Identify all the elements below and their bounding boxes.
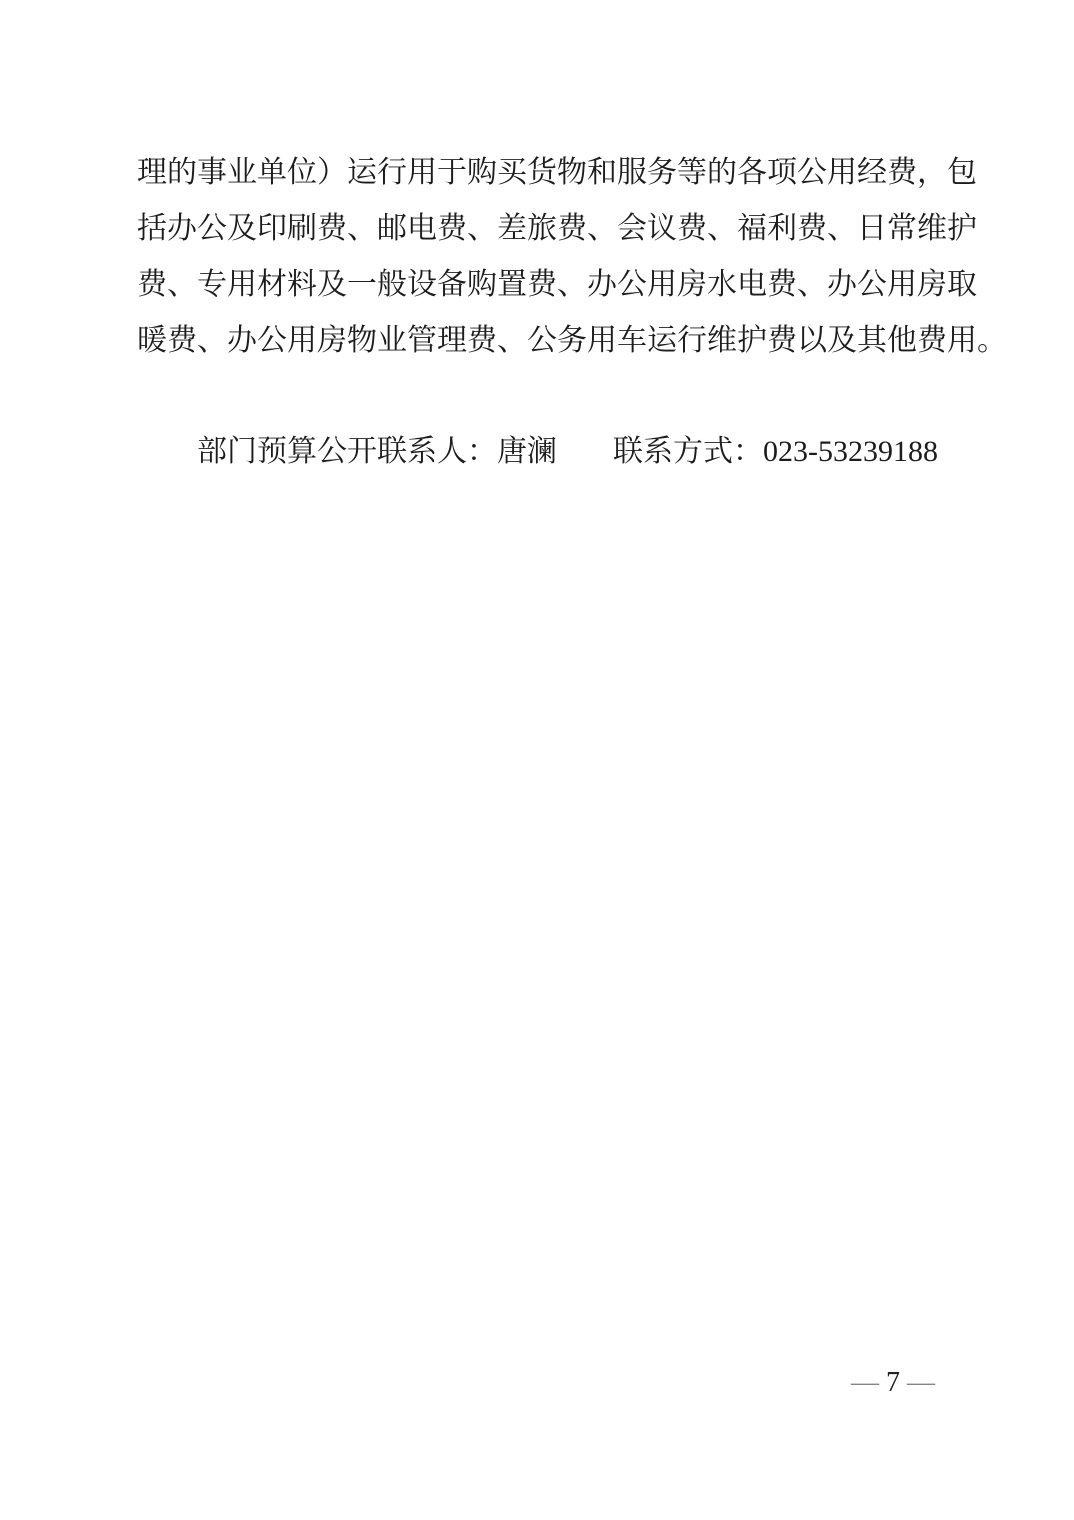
body-text-line-1: 理的事业单位）运行用于购买货物和服务等的各项公用经费，包 xyxy=(137,156,977,189)
body-text-block xyxy=(137,145,1007,480)
body-text-line-3: 费、专用材料及一般设备购置费、办公用房水电费、办公用房取 xyxy=(137,268,977,301)
contact-phone-label: 联系方式：023-53239188 xyxy=(613,435,938,468)
contact-person-label: 部门预算公开联系人：唐澜 xyxy=(197,435,557,468)
contact-row xyxy=(137,424,938,480)
footer-dash-right: — xyxy=(907,1367,935,1398)
body-text-line-2: 括办公及印刷费、邮电费、差旅费、会议费、福利费、日常维护 xyxy=(137,212,977,245)
body-text-line-4: 暖费、办公用房物业管理费、公务用车运行维护费以及其他费用。 xyxy=(137,324,1007,357)
page-number: 7 xyxy=(886,1367,900,1398)
page-footer xyxy=(851,1363,935,1403)
footer-dash-left: — xyxy=(851,1367,879,1398)
